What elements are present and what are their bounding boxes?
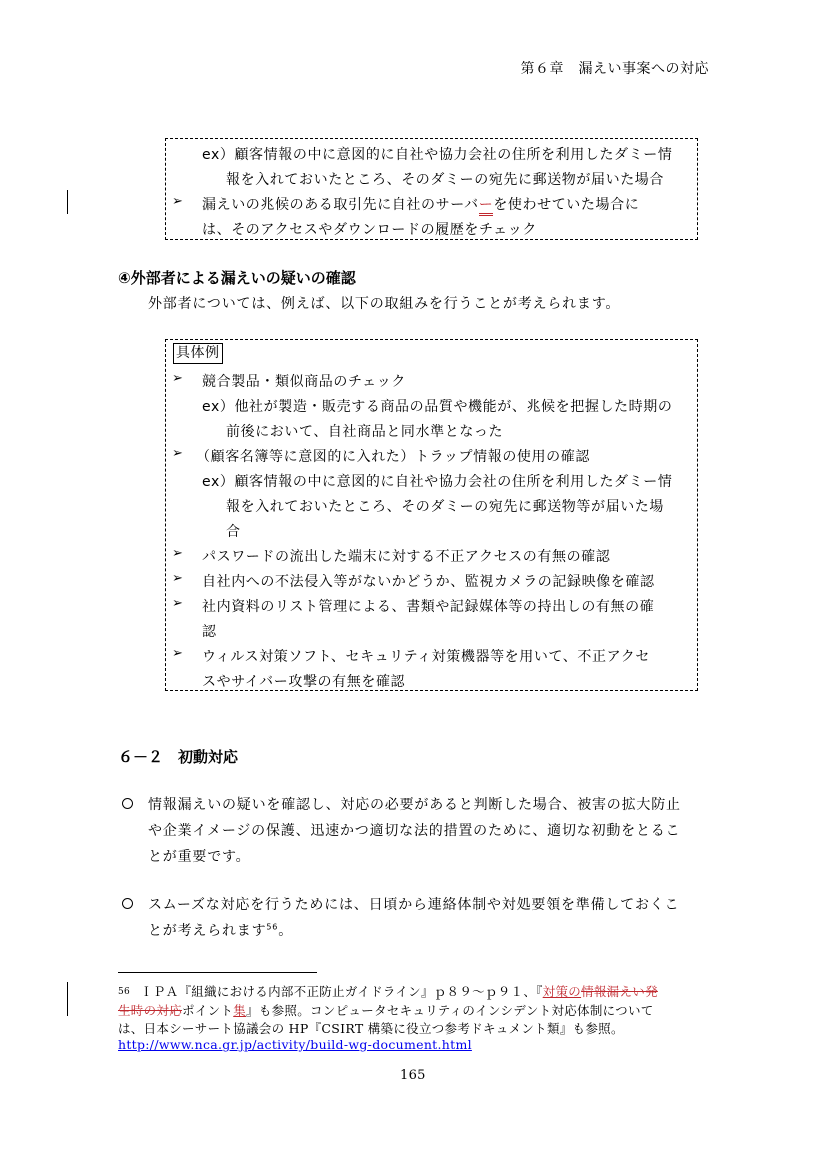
- list-item: ウィルス対策ソフト、セキュリティ対策機器等を用いて、不正アクセ: [202, 649, 650, 665]
- arrow-bullet-icon: ➢: [172, 194, 183, 209]
- example-box-continued: [165, 138, 698, 240]
- box-line: は、そのアクセスやダウンロードの履歴をチェック: [202, 222, 537, 238]
- arrow-bullet-icon: ➢: [172, 446, 183, 461]
- footnote-line: [118, 1001, 654, 1019]
- section-heading: ６－２ 初動対応: [118, 748, 239, 766]
- circle-bullet-icon: [122, 898, 133, 909]
- footnote-rule: [118, 972, 317, 973]
- list-item: 自社内への不法侵入等がないかどうか、監視カメラの記録映像を確認: [202, 574, 655, 590]
- revision-mark: ー: [479, 197, 494, 216]
- text-segment: を使わせていた場合に: [493, 197, 640, 213]
- list-item: 認: [202, 624, 217, 640]
- footnote-ref[interactable]: 56: [266, 922, 279, 932]
- list-item: ex）他社が製造・販売する商品の品質や機能が、兆候を把握した時期の: [202, 399, 673, 415]
- circle-bullet-icon: [122, 798, 133, 809]
- footnote-number: 56: [118, 987, 131, 997]
- chapter-header: 第６章 漏えい事案への対応: [520, 61, 709, 77]
- list-item: ex）顧客情報の中に意図的に自社や協力会社の住所を利用したダミー情: [202, 474, 673, 490]
- change-bar: [67, 982, 68, 1016]
- text-segment: とが考えられます: [148, 923, 267, 939]
- change-bar: [67, 190, 68, 214]
- list-item: パスワードの流出した端末に対する不正アクセスの有無の確認: [202, 549, 611, 565]
- paragraph-line: スムーズな対応を行うためには、日頃から連絡体制や対処要領を準備しておくこ: [148, 897, 680, 913]
- arrow-bullet-icon: ➢: [172, 596, 183, 611]
- list-item: （顧客名簿等に意図的に入れた）トラップ情報の使用の確認: [196, 449, 590, 465]
- box-line: [202, 194, 639, 214]
- list-item: 報を入れておいたところ、そのダミーの宛先に郵送物等が届いた場: [226, 499, 664, 515]
- arrow-bullet-icon: ➢: [172, 646, 183, 661]
- text-segment: ＩＰＡ『組織における内部不正防止ガイドライン』ｐ８９～ｐ９１、『: [140, 984, 543, 999]
- deleted-text: 情報漏えい発: [581, 984, 658, 999]
- inserted-text: 集: [233, 1003, 247, 1018]
- footnote-line: [118, 982, 658, 1000]
- example-box: [165, 339, 698, 691]
- list-item: 合: [226, 524, 241, 540]
- page-number: 165: [400, 1068, 426, 1083]
- footnote-link[interactable]: http://www.nca.gr.jp/activity/build-wg-document.html: [118, 1037, 472, 1052]
- deleted-text: 生時の対応: [118, 1003, 183, 1018]
- example-label: 具体例: [173, 343, 223, 364]
- text-segment: 』も参照。コンピュータセキュリティのインシデント対応体制について: [246, 1003, 654, 1018]
- list-item: スやサイバー攻撃の有無を確認: [202, 674, 406, 690]
- footnote-line: は、日本シーサート協議会の HP『CSIRT 構築に役立つ参考ドキュメント類』も参照。: [118, 1021, 624, 1036]
- box-line: 報を入れておいたところ、そのダミーの宛先に郵送物が届いた場合: [226, 172, 664, 188]
- inserted-text: 対策の: [542, 984, 582, 999]
- arrow-bullet-icon: ➢: [172, 546, 183, 561]
- list-item: 前後において、自社商品と同水準となった: [226, 424, 504, 440]
- box-line: ex）顧客情報の中に意図的に自社や協力会社の住所を利用したダミー情: [202, 147, 673, 163]
- section-heading: ④外部者による漏えいの疑いの確認: [118, 269, 356, 287]
- text-segment: ポイント: [182, 1003, 234, 1018]
- list-item: 社内資料のリスト管理による、書類や記録媒体等の持出しの有無の確: [202, 599, 655, 615]
- text-segment: 漏えいの兆候のある取引先に自社のサーバ: [202, 197, 479, 213]
- text-segment: 。: [278, 923, 293, 939]
- paragraph-line: 情報漏えいの疑いを確認し、対応の必要があると判断した場合、被害の拡大防止: [148, 797, 681, 813]
- arrow-bullet-icon: ➢: [172, 571, 183, 586]
- paragraph-line: [148, 920, 293, 940]
- paragraph-line: や企業イメージの保護、迅速かつ適切な法的措置のために、適切な初動をとるこ: [148, 823, 681, 839]
- arrow-bullet-icon: ➢: [172, 371, 183, 386]
- paragraph-line: とが重要です。: [148, 849, 251, 865]
- section-intro: 外部者については、例えば、以下の取組みを行うことが考えられます。: [148, 296, 621, 312]
- list-item: 競合製品・類似商品のチェック: [202, 374, 406, 390]
